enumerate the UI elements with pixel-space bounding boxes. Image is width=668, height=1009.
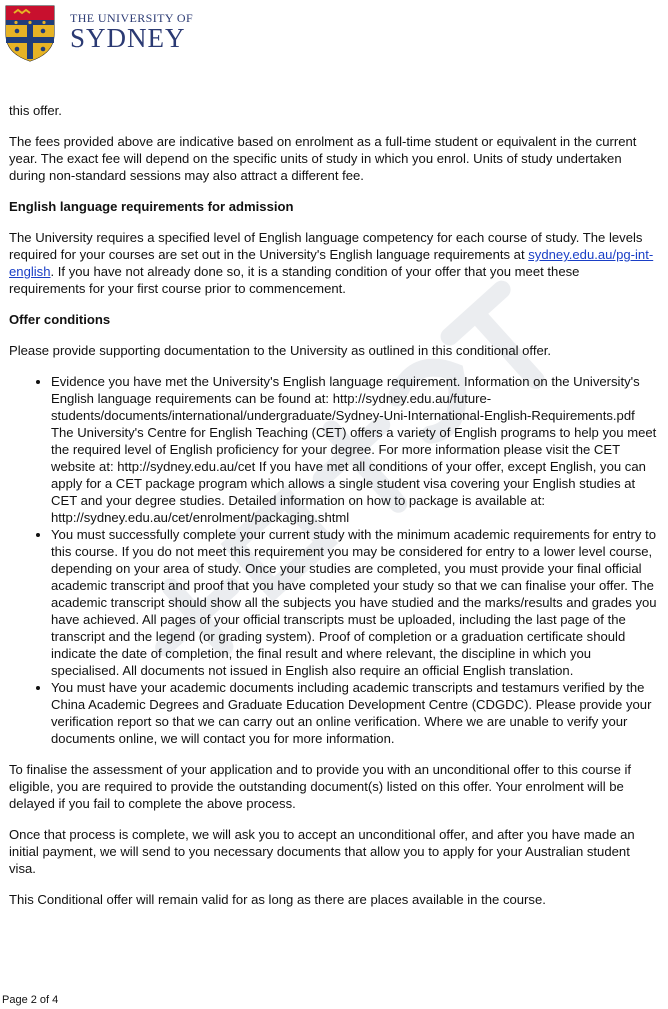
paragraph-this-offer: this offer. (9, 103, 62, 118)
english-req-text-start: The University requires a specified level of English language competency for each course of study. The levels required for your courses are set out in the University's English language requirements at (9, 230, 643, 262)
paragraph-validity: This Conditional offer will remain valid for as long as there are places available in the course. (9, 892, 546, 907)
conditions-list (9, 373, 659, 747)
heading-offer-conditions: Offer conditions (9, 312, 111, 327)
page-number: Page 2 of 4 (2, 994, 59, 1006)
paragraph-supporting-docs: Please provide supporting documentation to the University as outlined in this conditional offer. (9, 343, 552, 358)
list-item-english-evidence: • Evidence you have met the University's English language requirement. Information on the University's English language requirements can be found at: http://sydney.edu.au/future-students/documents/international/undergraduate/Sydney-Uni-International-English-Requirements.pdf The University's Centre for English Teaching (CET) offers a variety of English programs to help you meet the required level of English proficiency for your degree. For more information please visit the CET website at: http://sydney.edu.au/cet If you have met all conditions of your offer, except English, you can apply for a CET package program which allows a single student visa covering your English studies at CET and your degree studies. Detailed information on how to package is available at: http://sydney.edu.au/cet/enrolment/packaging.shtml (51, 373, 659, 526)
paragraph-finalise: To finalise the assessment of your application and to provide you with an unconditional offer to this course if eligible, you are required to provide the outstanding document(s) listed on this offer. Your enrolment will be delayed if you fail to complete the above process. (9, 762, 632, 811)
university-header (4, 4, 193, 62)
paragraph-fees: The fees provided above are indicative based on enrolment as a full-time student or equivalent in the current year. The exact fee will depend on the specific units of study in which you enrol. Units of study undertaken during non-standard sessions may also attract a different fee. (9, 134, 637, 183)
wordmark-big: SYDNEY (70, 23, 186, 53)
paragraph-unconditional: Once that process is complete, we will ask you to accept an unconditional offer, and after you have made an initial payment, we will send to you necessary documents that allow you to apply for your Australian student visa. (9, 827, 635, 876)
university-wordmark (70, 12, 193, 52)
university-crest-icon (4, 4, 56, 62)
wordmark-small: THE UNIVERSITY OF (70, 11, 194, 25)
letter-body (9, 102, 659, 922)
list-item-complete-study: • You must successfully complete your current study with the minimum academic requirements for entry to this course. If you do not meet this requirement you may be considered for entry to a lower level course, depending on your area of study. Once your studies are completed, you must provide your final official academic transcript and proof that you have completed your study so that we can finalise your offer. The academic transcript should show all the subjects you have studied and the marks/results and grades you have achieved. All pages of your official transcripts must be uploaded, including the last page of the transcript and the legend (or grading system). Proof of completion or a graduation certificate should indicate the date of completion, the final result and where relevant, the discipline in which you specialised. All documents not issued in English also require an official English translation. (51, 526, 659, 679)
paragraph-english-requirements (9, 229, 659, 297)
pg-int-english-link[interactable]: sydney.edu.au/pg-int-english (9, 247, 654, 279)
list-item-cdgdc-verification: • You must have your academic documents including academic transcripts and testamurs verified by the China Academic Degrees and Graduate Education Development Centre (CDGDC). Please provide your verification report so that we can carry out an online verification. Where we are unable to verify your documents online, we will contact you for more information. (51, 679, 659, 747)
heading-english-requirements: English language requirements for admission (9, 199, 294, 214)
english-req-text-end: . If you have not already done so, it is a standing condition of your offer that you meet these requirements for your first course prior to commencement. (9, 264, 580, 296)
